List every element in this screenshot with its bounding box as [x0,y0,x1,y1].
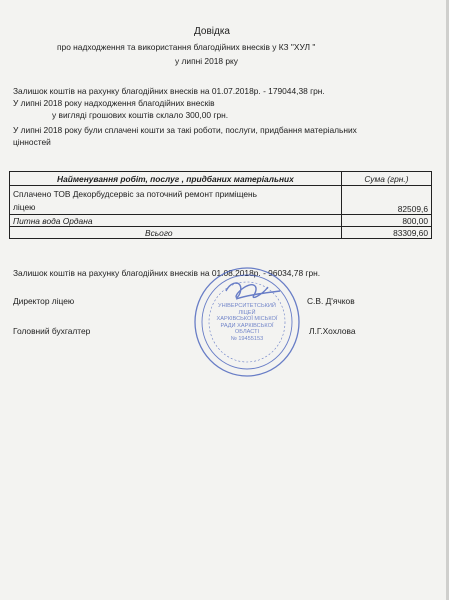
row-name: Питна вода Ордана [10,215,342,227]
table-total-row [10,227,432,239]
table-row [10,215,432,227]
stamp-text-line: РАДИ ХАРКІВСЬКОЇ [220,322,274,329]
row-amount: 82509,6 [341,186,431,215]
row-name-line-1: Сплачено ТОВ Декорбудсервіс за поточний ремонт приміщень [13,189,258,199]
stamp-text-line: № 19455153 [230,335,264,342]
stamp-text-line: УНІВЕРСИТЕТСЬКИЙ [218,303,276,309]
director-label: Директор ліцею [13,296,75,306]
accountant-name: Л.Г.Хохлова [309,326,356,336]
doc-title: Довідка [194,26,230,37]
table-row [10,186,432,215]
row-name-line-2: ліцею [13,202,36,212]
received-line-2: у вигляді грошових коштів склало 300,00 грн. [52,110,229,120]
doc-period: у липні 2018 рку [175,56,238,66]
total-value: 83309,60 [341,227,431,239]
stamp-text-line: ОБЛАСТІ [234,329,260,336]
balance-end: Залишок коштів на рахунку благодійних внесків на 01.08.2018р. - 96034,78 грн. [13,268,321,278]
accountant-label: Головний бухгалтер [13,326,91,336]
header-amount: Сума (грн.) [341,172,431,186]
doc-subtitle: про надходження та використання благодійних внесків у КЗ "ХУЛ " [57,42,316,52]
stamp-text-line: ХАРКІВСЬКОЇ МІСЬКОЇ [216,316,278,323]
row-amount: 800,00 [341,215,431,227]
row-name-cell [10,186,342,215]
director-name: С.В. Д'ячков [307,296,355,306]
stamp-text-line: ЛІЦЕЙ [238,309,256,316]
table-header-row [10,172,432,186]
total-label: Всього [10,227,342,239]
paid-line-2: цінностей [13,137,51,147]
expenses-table [9,171,432,239]
paid-line-1: У липні 2018 року були сплачені кошти за такі роботи, послуги, придбання матеріальних [13,125,357,135]
balance-start: Залишок коштів на рахунку благодійних внесків на 01.07.2018р. - 179044,38 грн. [13,86,325,96]
received-line-1: У липні 2018 року надходження благодійних внесків [13,98,215,108]
header-name: Найменування робіт, послуг , придбаних матеріальних [10,172,342,186]
official-stamp [192,265,302,385]
